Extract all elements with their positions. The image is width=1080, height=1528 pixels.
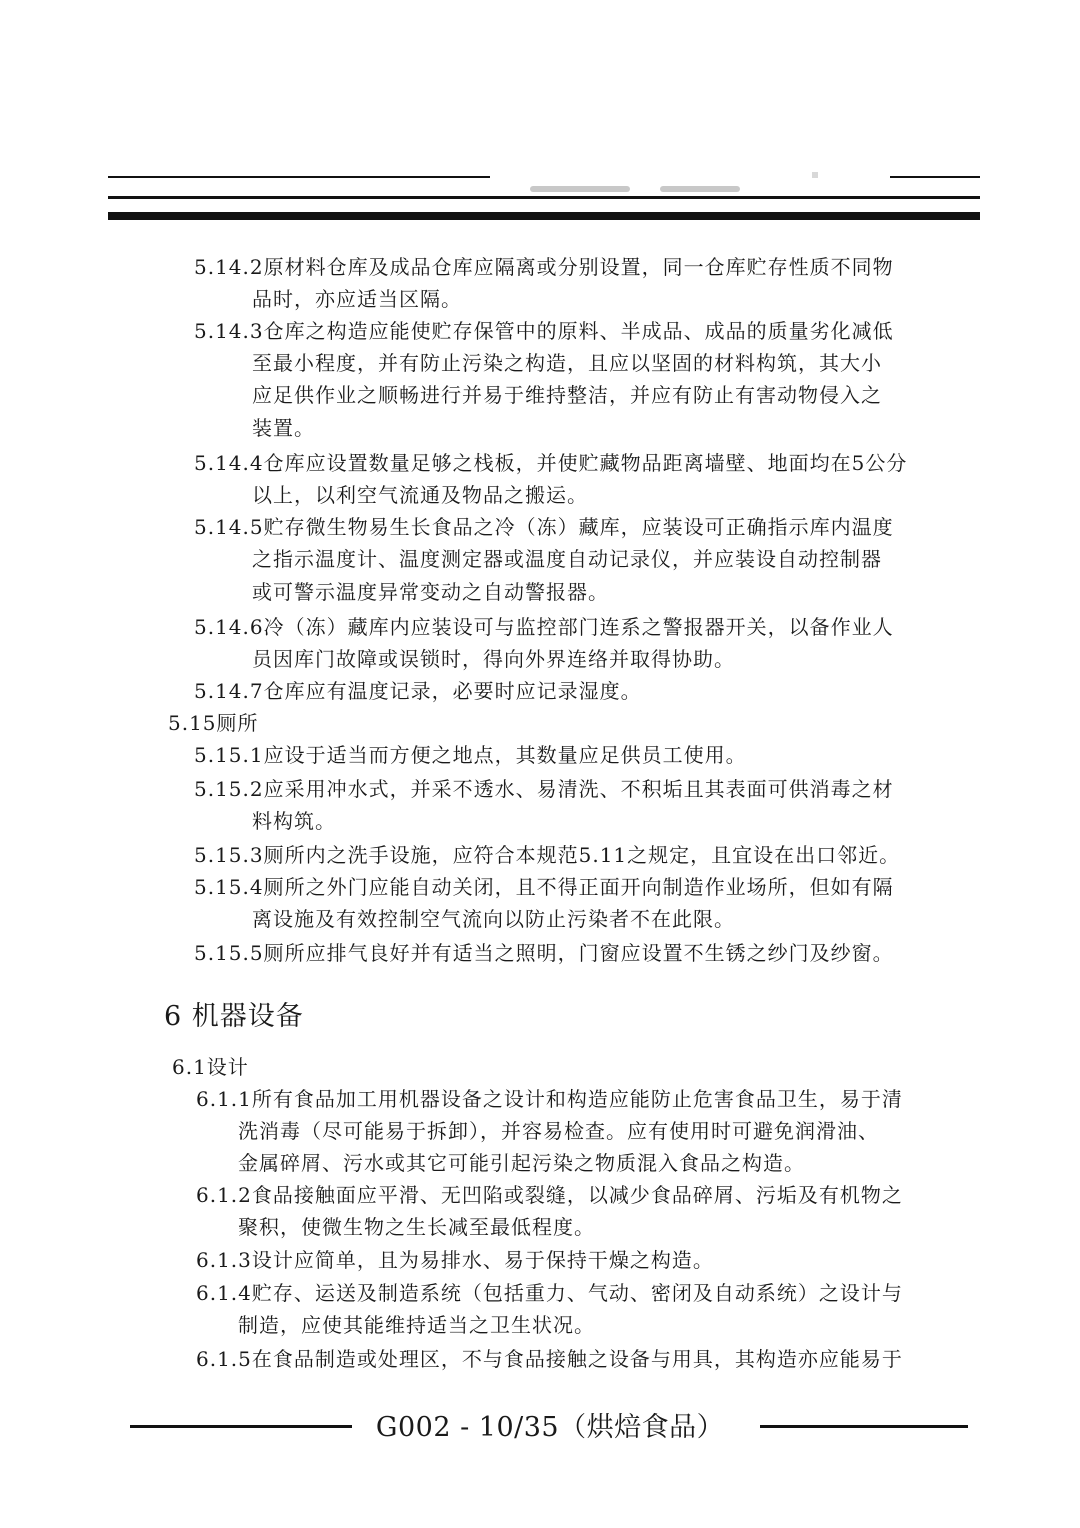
line-5-15-2-b: 料构筑。 xyxy=(252,809,336,833)
line-5-15-4-a: 5.15.4厕所之外门应能自动关闭，且不得正面开向制造作业场所，但如有隔 xyxy=(194,875,894,899)
line-6-1-4-b: 制造，应使其能维持适当之卫生状况。 xyxy=(238,1313,595,1337)
line-5-14-4-a: 5.14.4仓库应设置数量足够之栈板，并使贮藏物品距离墙壁、地面均在5公分 xyxy=(194,451,908,475)
line-5-14-7: 5.14.7仓库应有温度记录，必要时应记录湿度。 xyxy=(194,679,642,703)
line-5-15-2-a: 5.15.2应采用冲水式，并采不透水、易清洗、不积垢且其表面可供消毒之材 xyxy=(194,777,894,801)
header-rule-thick xyxy=(108,212,980,220)
line-6-1-2-a: 6.1.2食品接触面应平滑、无凹陷或裂缝，以减少食品碎屑、污垢及有机物之 xyxy=(196,1183,903,1207)
line-5-14-5-a: 5.14.5贮存微生物易生长食品之冷（冻）藏库，应装设可正确指示库内温度 xyxy=(194,515,894,539)
header-rule-top-left xyxy=(108,176,490,178)
line-5-14-3-c: 应足供作业之顺畅进行并易于维持整洁，并应有防止有害动物侵入之 xyxy=(252,383,882,407)
header-mark-2 xyxy=(660,186,740,192)
page-footer: G002 - 10/35（烘焙食品） xyxy=(375,1412,725,1443)
chapter-heading-6: 6 机器设备 xyxy=(164,1001,304,1032)
line-5-14-6-b: 员因库门故障或误锁时，得向外界连络并取得协助。 xyxy=(252,647,735,671)
line-5-15-4-b: 离设施及有效控制空气流向以防止污染者不在此限。 xyxy=(252,907,735,931)
header-rule-thin xyxy=(108,196,980,199)
line-5-14-4-b: 以上，以利空气流通及物品之搬运。 xyxy=(252,483,588,507)
line-6-1-1-c: 金属碎屑、污水或其它可能引起污染之物质混入食品之构造。 xyxy=(238,1151,805,1175)
header-rule-top-right xyxy=(890,176,980,178)
line-5-14-6-a: 5.14.6冷（冻）藏库内应装设可与监控部门连系之警报器开关，以备作业人 xyxy=(194,615,894,639)
footer-rule-right xyxy=(760,1425,968,1428)
line-5-14-5-c: 或可警示温度异常变动之自动警报器。 xyxy=(252,580,609,604)
line-6-1-5: 6.1.5在食品制造或处理区，不与食品接触之设备与用具，其构造亦应能易于 xyxy=(196,1347,903,1371)
header-mark-1 xyxy=(530,186,630,192)
line-6-1-1-a: 6.1.1所有食品加工用机器设备之设计和构造应能防止危害食品卫生，易于清 xyxy=(196,1087,903,1111)
line-6-1-1-b: 洗消毒（尽可能易于拆卸），并容易检查。应有使用时可避免润滑油、 xyxy=(238,1119,879,1143)
line-6-1-3: 6.1.3设计应简单，且为易排水、易于保持干燥之构造。 xyxy=(196,1248,714,1272)
heading-6-1: 6.1设计 xyxy=(172,1055,249,1079)
line-5-15-3: 5.15.3厕所内之洗手设施，应符合本规范5.11之规定，且宜设在出口邻近。 xyxy=(194,843,901,867)
line-5-14-3-a: 5.14.3仓库之构造应能使贮存保管中的原料、半成品、成品的质量劣化减低 xyxy=(194,319,894,343)
line-6-1-2-b: 聚积，使微生物之生长减至最低程度。 xyxy=(238,1215,595,1239)
line-5-14-3-b: 至最小程度，并有防止污染之构造，且应以坚固的材料构筑，其大小 xyxy=(252,351,882,375)
line-5-15-5: 5.15.5厕所应排气良好并有适当之照明，门窗应设置不生锈之纱门及纱窗。 xyxy=(194,941,894,965)
line-5-14-2-b: 品时，亦应适当区隔。 xyxy=(252,287,462,311)
line-5-14-5-b: 之指示温度计、温度测定器或温度自动记录仪，并应装设自动控制器 xyxy=(252,547,882,571)
footer-rule-left xyxy=(130,1425,352,1428)
line-6-1-4-a: 6.1.4贮存、运送及制造系统（包括重力、气动、密闭及自动系统）之设计与 xyxy=(196,1281,903,1305)
line-5-14-3-d: 装置。 xyxy=(252,416,315,440)
line-5-15-1: 5.15.1应设于适当而方便之地点，其数量应足供员工使用。 xyxy=(194,743,747,767)
heading-5-15: 5.15厕所 xyxy=(168,711,259,735)
line-5-14-2-a: 5.14.2原材料仓库及成品仓库应隔离或分别设置，同一仓库贮存性质不同物 xyxy=(194,255,894,279)
header-dot xyxy=(812,172,818,178)
